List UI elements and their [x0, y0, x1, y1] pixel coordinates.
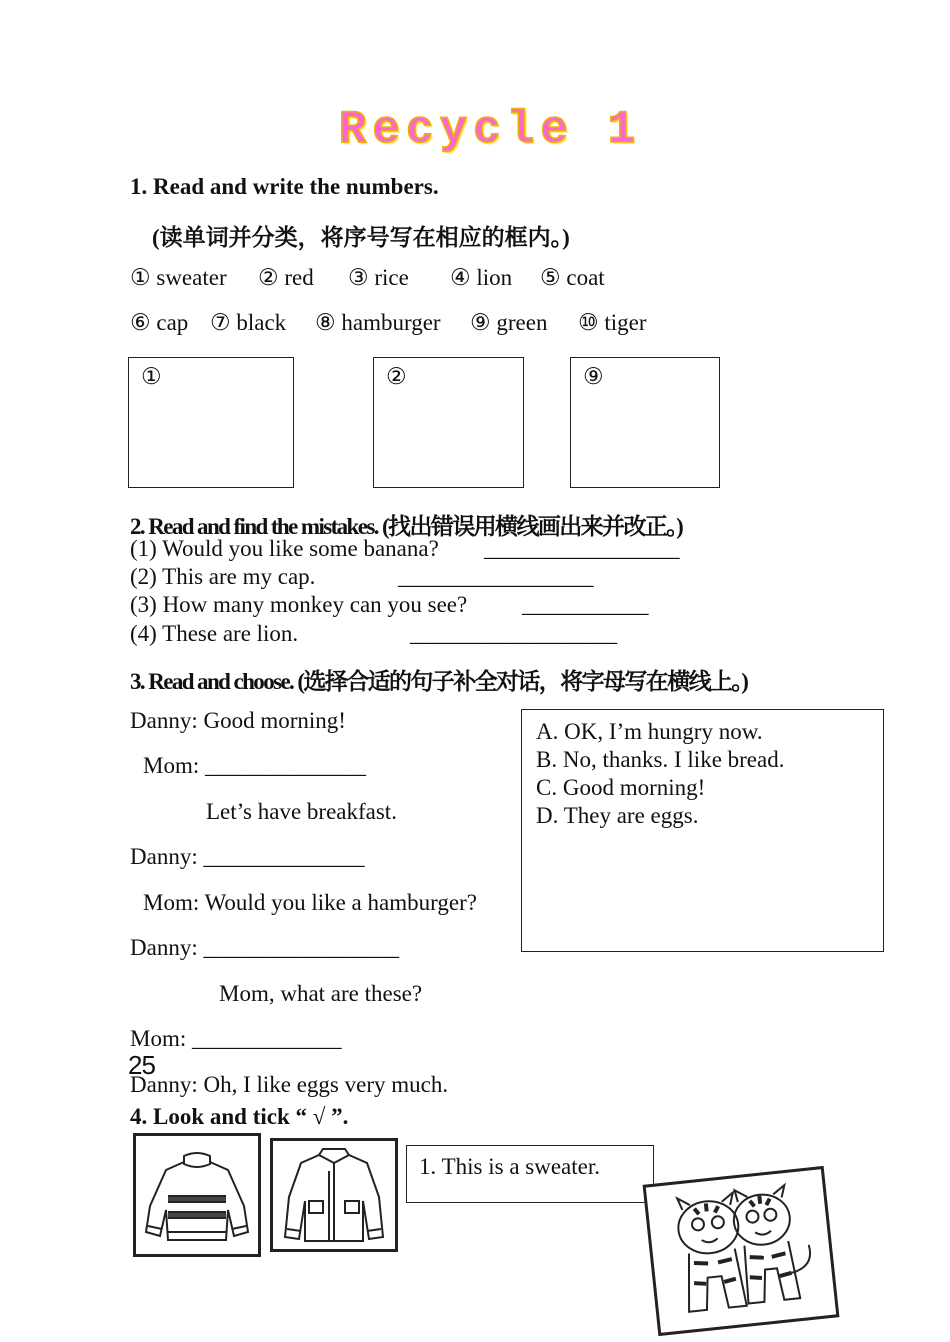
page-title: Recycle 1	[338, 104, 642, 156]
tick-sentence: 1. This is a sweater.	[419, 1154, 600, 1179]
page-number: 25	[128, 1050, 155, 1080]
coat-picture[interactable]	[270, 1138, 398, 1252]
answer-box-2-label: ②	[386, 364, 407, 389]
section3-heading: 3. Read and choose. (选择合适的句子补全对话，将字母写在横线上。)	[130, 669, 748, 694]
mistake-2-text: (2) This are my cap.	[130, 564, 316, 589]
dialogue-line-3: Let’s have breakfast.	[206, 799, 397, 824]
word-7: ⑦ black	[210, 310, 287, 335]
answer-box-1-label: ①	[141, 364, 162, 389]
answer-box-1[interactable]	[128, 357, 294, 488]
coat-icon	[273, 1141, 395, 1249]
word-4: ④ lion	[450, 265, 513, 290]
option-a: A. OK, I’m hungry now.	[536, 719, 763, 744]
answer-box-2[interactable]	[373, 357, 524, 488]
word-9: ⑨ green	[470, 310, 548, 335]
mistake-3-blank[interactable]: ___________	[522, 592, 649, 617]
word-10: ⑩ tiger	[578, 310, 647, 335]
dialogue-line-4[interactable]: Danny: ______________	[130, 844, 365, 869]
option-c: C. Good morning!	[536, 775, 706, 800]
dialogue-line-1: Danny: Good morning!	[130, 708, 346, 733]
word-8: ⑧ hamburger	[315, 310, 441, 335]
dialogue-line-7: Mom, what are these?	[219, 981, 423, 1006]
dialogue-line-2[interactable]: Mom: ______________	[143, 753, 366, 778]
section1-heading: 1. Read and write the numbers.	[130, 174, 439, 199]
word-5: ⑤ coat	[540, 265, 605, 290]
tick-sentence-box[interactable]	[406, 1145, 654, 1203]
mistake-4-blank[interactable]: __________________	[410, 621, 617, 646]
mistake-1-blank[interactable]: _________________	[484, 536, 680, 561]
mistake-3-text: (3) How many monkey can you see?	[130, 592, 468, 617]
tiger-picture[interactable]	[643, 1166, 840, 1336]
option-b: B. No, thanks. I like bread.	[536, 747, 785, 772]
answer-box-3[interactable]	[570, 357, 720, 488]
mistake-4-text: (4) These are lion.	[130, 621, 299, 646]
dialogue-line-8[interactable]: Mom: _____________	[130, 1026, 342, 1051]
answer-box-3-label: ⑨	[583, 364, 604, 389]
section4-heading: 4. Look and tick “ √ ”.	[130, 1104, 349, 1129]
sweater-picture[interactable]	[133, 1133, 261, 1257]
option-d: D. They are eggs.	[536, 803, 699, 828]
word-2: ② red	[258, 265, 314, 290]
word-3: ③ rice	[348, 265, 409, 290]
mistake-2-blank[interactable]: _________________	[398, 564, 594, 589]
options-box	[521, 709, 884, 952]
dialogue-line-9: Danny: Oh, I like eggs very much.	[130, 1072, 449, 1097]
sweater-icon	[136, 1136, 258, 1254]
tiger-icon	[646, 1169, 836, 1333]
word-1: ① sweater	[130, 265, 227, 290]
section1-subheading: (读单词并分类，将序号写在相应的框内。)	[152, 225, 570, 250]
mistake-1-text: (1) Would you like some banana?	[130, 536, 439, 561]
section2-heading: 2. Read and find the mistakes. (找出错误用横线画出来并改正。)	[130, 514, 683, 539]
dialogue-line-5: Mom: Would you like a hamburger?	[143, 890, 477, 915]
word-6: ⑥ cap	[130, 310, 189, 335]
dialogue-line-6[interactable]: Danny: _________________	[130, 935, 399, 960]
